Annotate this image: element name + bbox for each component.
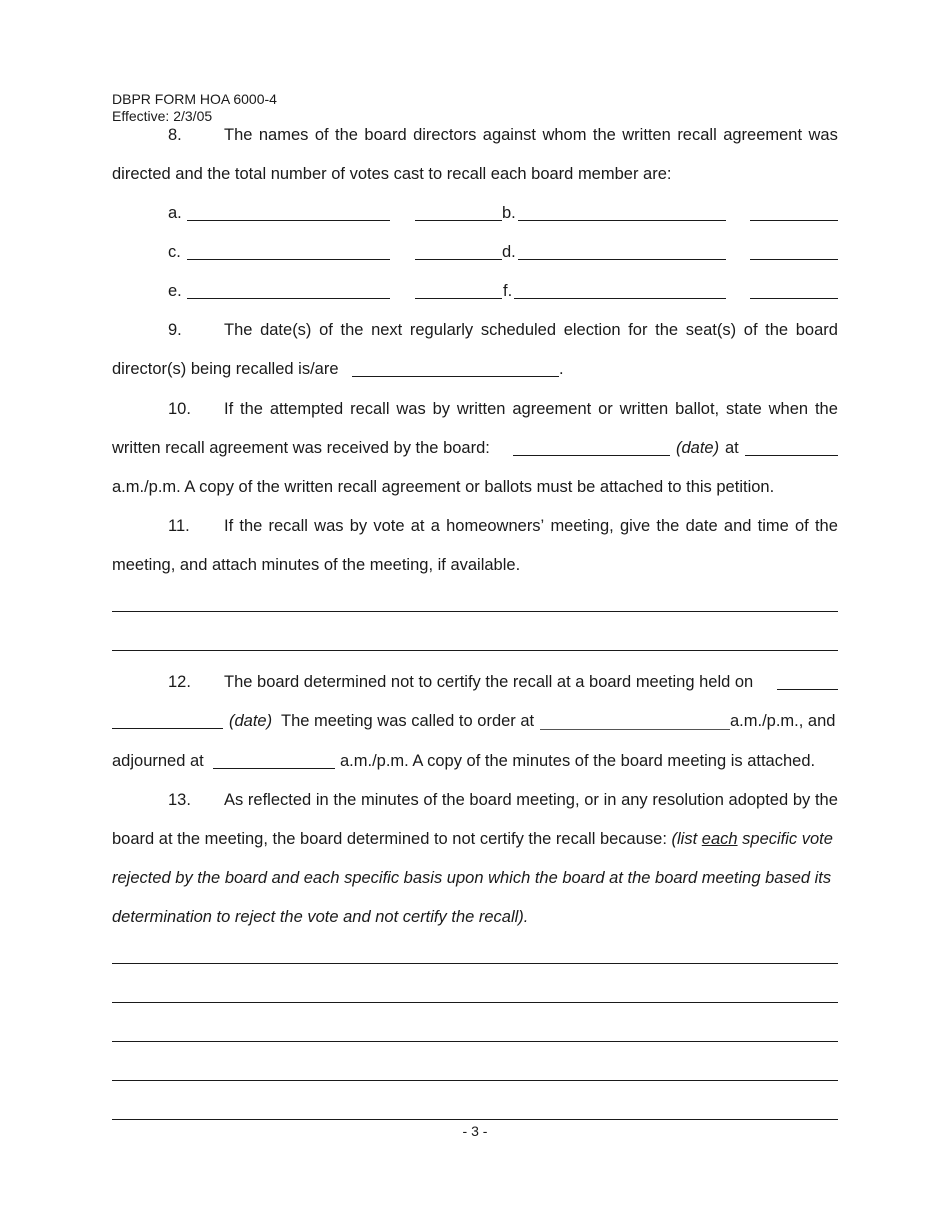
word: the <box>333 791 357 809</box>
meeting-called-time-field[interactable] <box>540 729 730 730</box>
meeting-adjourned-time-field[interactable] <box>213 768 335 769</box>
recall-label-e: e. <box>168 282 182 300</box>
page-number: - 3 - <box>462 1123 488 1139</box>
word: and <box>723 517 752 535</box>
word: board <box>469 791 512 809</box>
director-a-votes-field[interactable] <box>415 220 502 221</box>
word: the <box>340 321 364 339</box>
word: If <box>224 400 234 418</box>
word: scheduled <box>480 321 557 339</box>
word: state <box>725 400 762 418</box>
recall-label-b: b. <box>502 204 516 222</box>
word: give <box>619 517 651 535</box>
word: in <box>315 791 329 809</box>
item-8-line2: directed and the total number of votes cast to recall each board member are: <box>112 165 672 183</box>
director-d-name-field[interactable] <box>518 259 726 260</box>
word: meeting, <box>516 791 580 809</box>
word: of <box>795 517 809 535</box>
rejection-reason-line-4[interactable] <box>112 1080 838 1081</box>
word: the <box>814 400 838 418</box>
item-12-number: 12. <box>168 673 191 691</box>
item-9-line1 <box>224 320 838 340</box>
item-13-line3: rejected by the board and each specific basis upon which the board at the board meeting based its <box>112 869 832 887</box>
word: the <box>765 321 789 339</box>
rejection-reason-line-1[interactable] <box>112 963 838 964</box>
word: the <box>335 126 358 144</box>
word: directors <box>413 126 477 144</box>
word: the <box>814 517 838 535</box>
word: of <box>314 126 329 144</box>
word: election <box>563 321 621 339</box>
item-10-line2: written recall agreement was received by the board: <box>112 439 490 457</box>
word: seat(s) <box>685 321 737 339</box>
director-b-votes-field[interactable] <box>750 220 838 221</box>
word: meeting, <box>550 517 614 535</box>
word: of <box>423 791 438 809</box>
word: agreement <box>723 126 803 144</box>
word: when <box>768 400 809 418</box>
word: by <box>349 517 368 535</box>
item-12-line1: The board determined not to certify the recall at a board meeting held on <box>224 673 754 691</box>
word: or <box>598 400 613 418</box>
word: agreement <box>512 400 592 418</box>
word: any <box>621 791 648 809</box>
word: recall <box>677 126 717 144</box>
word: of <box>319 321 333 339</box>
item-9-number: 9. <box>168 321 182 339</box>
item-11-line1 <box>224 516 838 536</box>
director-c-votes-field[interactable] <box>415 259 502 260</box>
word: vote <box>373 517 405 535</box>
next-election-date-field[interactable] <box>352 376 559 377</box>
word: date <box>685 517 718 535</box>
word: the <box>239 517 263 535</box>
item-12-called: The meeting was called to order at <box>281 712 535 730</box>
word: was <box>314 517 344 535</box>
word: As <box>224 791 244 809</box>
rejection-reason-line-5[interactable] <box>112 1119 838 1120</box>
item-13-number: 13. <box>168 791 191 809</box>
item-8-line1 <box>224 125 838 145</box>
agreement-received-time-field[interactable] <box>745 455 838 456</box>
item-8-number: 8. <box>168 126 182 144</box>
recall-label-d: d. <box>502 243 516 261</box>
word: of <box>743 321 758 339</box>
recall-label-f: f. <box>503 282 513 300</box>
board-meeting-date-field-b[interactable] <box>112 728 223 729</box>
word: for <box>628 321 648 339</box>
word: by <box>432 400 451 418</box>
item-13-line4: determination to reject the vote and not certify the recall). <box>112 908 529 926</box>
item-12-ampm-and: a.m./p.m., and <box>730 712 836 730</box>
word: adopted <box>728 791 789 809</box>
item-9-line2: director(s) being recalled is/are <box>112 360 339 378</box>
item-10-number: 10. <box>168 400 191 418</box>
word: a <box>430 517 440 535</box>
word: or <box>584 791 599 809</box>
item-10-date-label: (date) <box>676 439 720 457</box>
word: whom <box>542 126 587 144</box>
word: names <box>258 126 309 144</box>
meeting-details-line-2[interactable] <box>112 650 838 651</box>
word: the <box>814 791 838 809</box>
director-e-name-field[interactable] <box>187 298 390 299</box>
meeting-details-line-1[interactable] <box>112 611 838 612</box>
effective-date: Effective: 2/3/05 <box>112 108 213 124</box>
board-meeting-date-field-a[interactable] <box>777 689 838 690</box>
word: The <box>224 321 253 339</box>
item-12-line3-end: a.m./p.m. A copy of the minutes of the board meeting is attached. <box>340 752 816 770</box>
director-f-votes-field[interactable] <box>750 298 838 299</box>
director-d-votes-field[interactable] <box>750 259 838 260</box>
word: If <box>224 517 234 535</box>
word: board <box>364 126 407 144</box>
word: board <box>795 321 838 339</box>
word: written <box>619 400 669 418</box>
word: by <box>792 791 811 809</box>
word: the <box>441 791 465 809</box>
word: The <box>224 126 253 144</box>
form-id: DBPR FORM HOA 6000-4 <box>112 91 277 107</box>
word: the <box>240 400 263 418</box>
word: time <box>757 517 789 535</box>
word: the <box>656 517 680 535</box>
word: minutes <box>360 791 419 809</box>
word: date(s) <box>260 321 312 339</box>
director-e-votes-field[interactable] <box>415 298 502 299</box>
recall-label-c: c. <box>168 243 181 261</box>
word: recall <box>350 400 390 418</box>
recall-label-a: a. <box>168 204 182 222</box>
word: against <box>482 126 536 144</box>
word: resolution <box>652 791 724 809</box>
word: was <box>808 126 838 144</box>
item-13-line1 <box>224 790 838 810</box>
word: attempted <box>269 400 344 418</box>
director-b-name-field[interactable] <box>518 220 726 221</box>
word: written <box>622 126 671 144</box>
rejection-reason-line-3[interactable] <box>112 1041 838 1042</box>
item-10-at: at <box>725 439 739 457</box>
word: next <box>371 321 403 339</box>
word: written <box>456 400 506 418</box>
word: the <box>592 126 616 144</box>
director-f-name-field[interactable] <box>514 298 726 299</box>
item-10-line1 <box>224 399 838 419</box>
word: the <box>655 321 679 339</box>
word: reflected <box>247 791 312 809</box>
word: homeowners’ <box>446 517 545 535</box>
word: ballot, <box>675 400 720 418</box>
word: in <box>603 791 617 809</box>
rejection-reason-line-2[interactable] <box>112 1002 838 1003</box>
item-9-period: . <box>559 360 564 378</box>
word: recall <box>268 517 308 535</box>
director-c-name-field[interactable] <box>187 259 390 260</box>
director-a-name-field[interactable] <box>187 220 390 221</box>
item-11-line2: meeting, and attach minutes of the meeting, if available. <box>112 556 521 574</box>
word: regularly <box>409 321 474 339</box>
word: was <box>396 400 426 418</box>
item-13-line2: board at the meeting, the board determined to not certify the recall because: (list each specific vote <box>112 830 833 848</box>
word: at <box>410 517 425 535</box>
item-10-line3: a.m./p.m. A copy of the written recall agreement or ballots must be attached to this petition. <box>112 478 775 496</box>
item-12-adjourned: adjourned at <box>112 752 204 770</box>
agreement-received-date-field[interactable] <box>513 455 670 456</box>
item-12-date-label: (date) <box>229 712 273 730</box>
item-11-number: 11. <box>168 517 190 535</box>
